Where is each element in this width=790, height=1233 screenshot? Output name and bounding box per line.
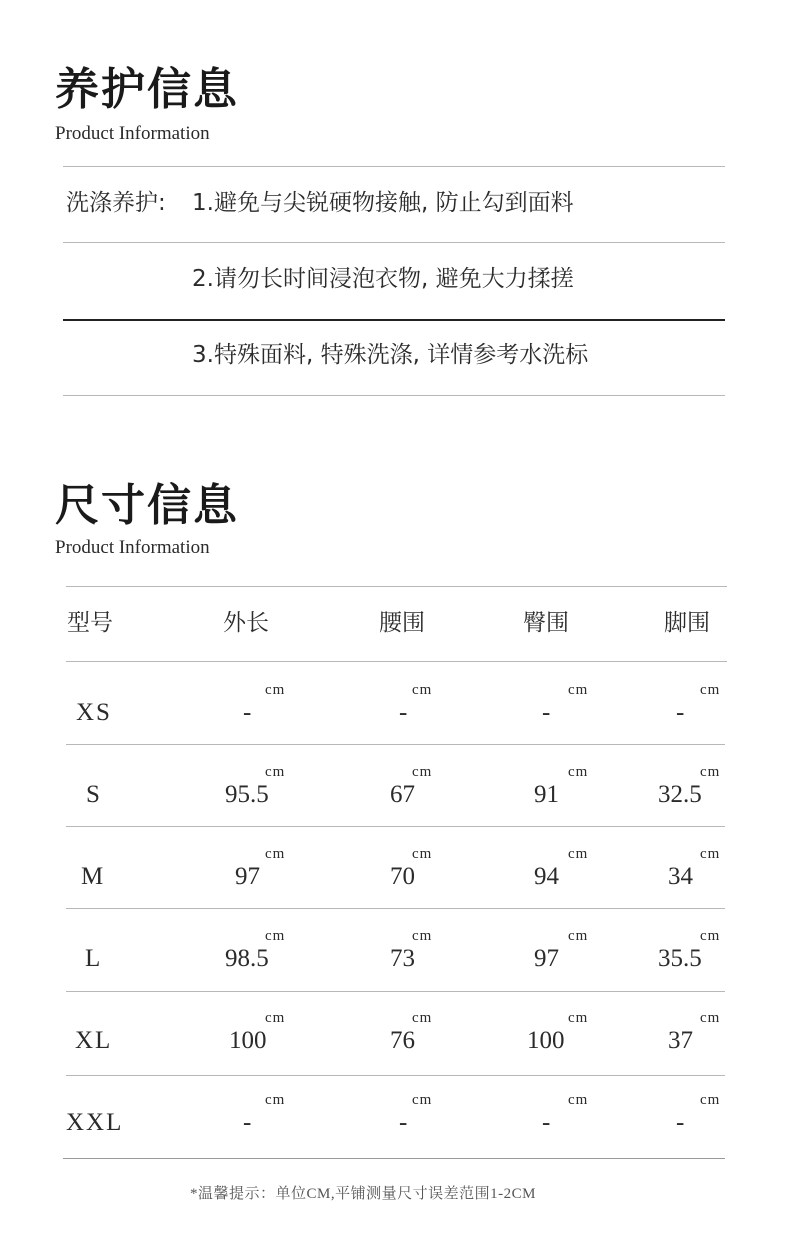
care-subtitle: Product Information (55, 123, 210, 144)
unit-cm: cm (265, 1010, 286, 1026)
cell-s-length: 95.5 (225, 781, 269, 808)
unit-cm: cm (412, 764, 433, 780)
cell-m-hip: 94 (534, 863, 559, 890)
unit-cm: cm (568, 928, 589, 944)
unit-cm: cm (700, 682, 721, 698)
header-waist: 腰围 (379, 610, 425, 636)
size-header-line (66, 661, 727, 662)
cell-m-waist: 70 (390, 863, 415, 890)
size-label-xs: XS (76, 699, 112, 726)
cell-xl-hem: 37 (668, 1027, 693, 1054)
unit-cm: cm (568, 682, 589, 698)
care-item-1: 1.避免与尖锐硬物接触, 防止勾到面料 (192, 190, 574, 216)
cell-l-waist: 73 (390, 945, 415, 972)
care-divider-2 (63, 319, 725, 321)
unit-cm: cm (265, 928, 286, 944)
cell-xs-length: - (243, 699, 252, 726)
unit-cm: cm (412, 682, 433, 698)
care-divider-top (63, 166, 725, 167)
cell-m-length: 97 (235, 863, 260, 890)
cell-m-hem: 34 (668, 863, 693, 890)
care-item-3: 3.特殊面料, 特殊洗涤, 详情参考水洗标 (192, 342, 589, 368)
cell-s-hem: 32.5 (658, 781, 702, 808)
size-label-xl: XL (75, 1027, 113, 1054)
unit-cm: cm (265, 764, 286, 780)
care-divider-1 (63, 242, 725, 243)
header-hip: 臀围 (523, 610, 569, 636)
size-title: 尺寸信息 (55, 480, 239, 531)
row-divider (66, 1075, 725, 1076)
unit-cm: cm (700, 1092, 721, 1108)
care-title: 养护信息 (55, 64, 239, 115)
unit-cm: cm (568, 764, 589, 780)
footer-note: *温馨提示：单位CM,平铺测量尺寸误差范围1-2CM (190, 1186, 536, 1202)
unit-cm: cm (700, 1010, 721, 1026)
unit-cm: cm (568, 1010, 589, 1026)
size-table-top-line (66, 586, 727, 587)
size-subtitle: Product Information (55, 537, 210, 558)
cell-xxl-hem: - (676, 1109, 685, 1136)
size-table-bottom-line (63, 1158, 725, 1159)
cell-xxl-hip: - (542, 1109, 551, 1136)
cell-xxl-length: - (243, 1109, 252, 1136)
unit-cm: cm (568, 846, 589, 862)
unit-cm: cm (265, 682, 286, 698)
cell-xs-waist: - (399, 699, 408, 726)
cell-xxl-waist: - (399, 1109, 408, 1136)
cell-l-hem: 35.5 (658, 945, 702, 972)
cell-s-waist: 67 (390, 781, 415, 808)
cell-xl-length: 100 (229, 1027, 267, 1054)
care-divider-bottom (63, 395, 725, 396)
unit-cm: cm (412, 1010, 433, 1026)
cell-xs-hip: - (542, 699, 551, 726)
row-divider (66, 991, 725, 992)
cell-l-hip: 97 (534, 945, 559, 972)
cell-l-length: 98.5 (225, 945, 269, 972)
cell-xl-hip: 100 (527, 1027, 565, 1054)
row-divider (66, 826, 725, 827)
unit-cm: cm (265, 1092, 286, 1108)
row-divider (66, 744, 725, 745)
header-hem: 脚围 (664, 610, 710, 636)
size-label-m: M (81, 863, 106, 890)
header-length: 外长 (223, 610, 269, 636)
cell-xs-hem: - (676, 699, 685, 726)
unit-cm: cm (412, 846, 433, 862)
size-label-l: L (85, 945, 103, 972)
row-divider (66, 908, 725, 909)
header-model: 型号 (67, 610, 113, 636)
unit-cm: cm (568, 1092, 589, 1108)
cell-s-hip: 91 (534, 781, 559, 808)
unit-cm: cm (700, 846, 721, 862)
unit-cm: cm (700, 928, 721, 944)
cell-xl-waist: 76 (390, 1027, 415, 1054)
size-label-xxl: XXL (66, 1109, 124, 1136)
unit-cm: cm (412, 928, 433, 944)
unit-cm: cm (700, 764, 721, 780)
care-item-2: 2.请勿长时间浸泡衣物, 避免大力揉搓 (192, 266, 574, 292)
unit-cm: cm (265, 846, 286, 862)
unit-cm: cm (412, 1092, 433, 1108)
size-label-s: S (86, 781, 102, 808)
care-label: 洗涤养护: (66, 190, 166, 216)
